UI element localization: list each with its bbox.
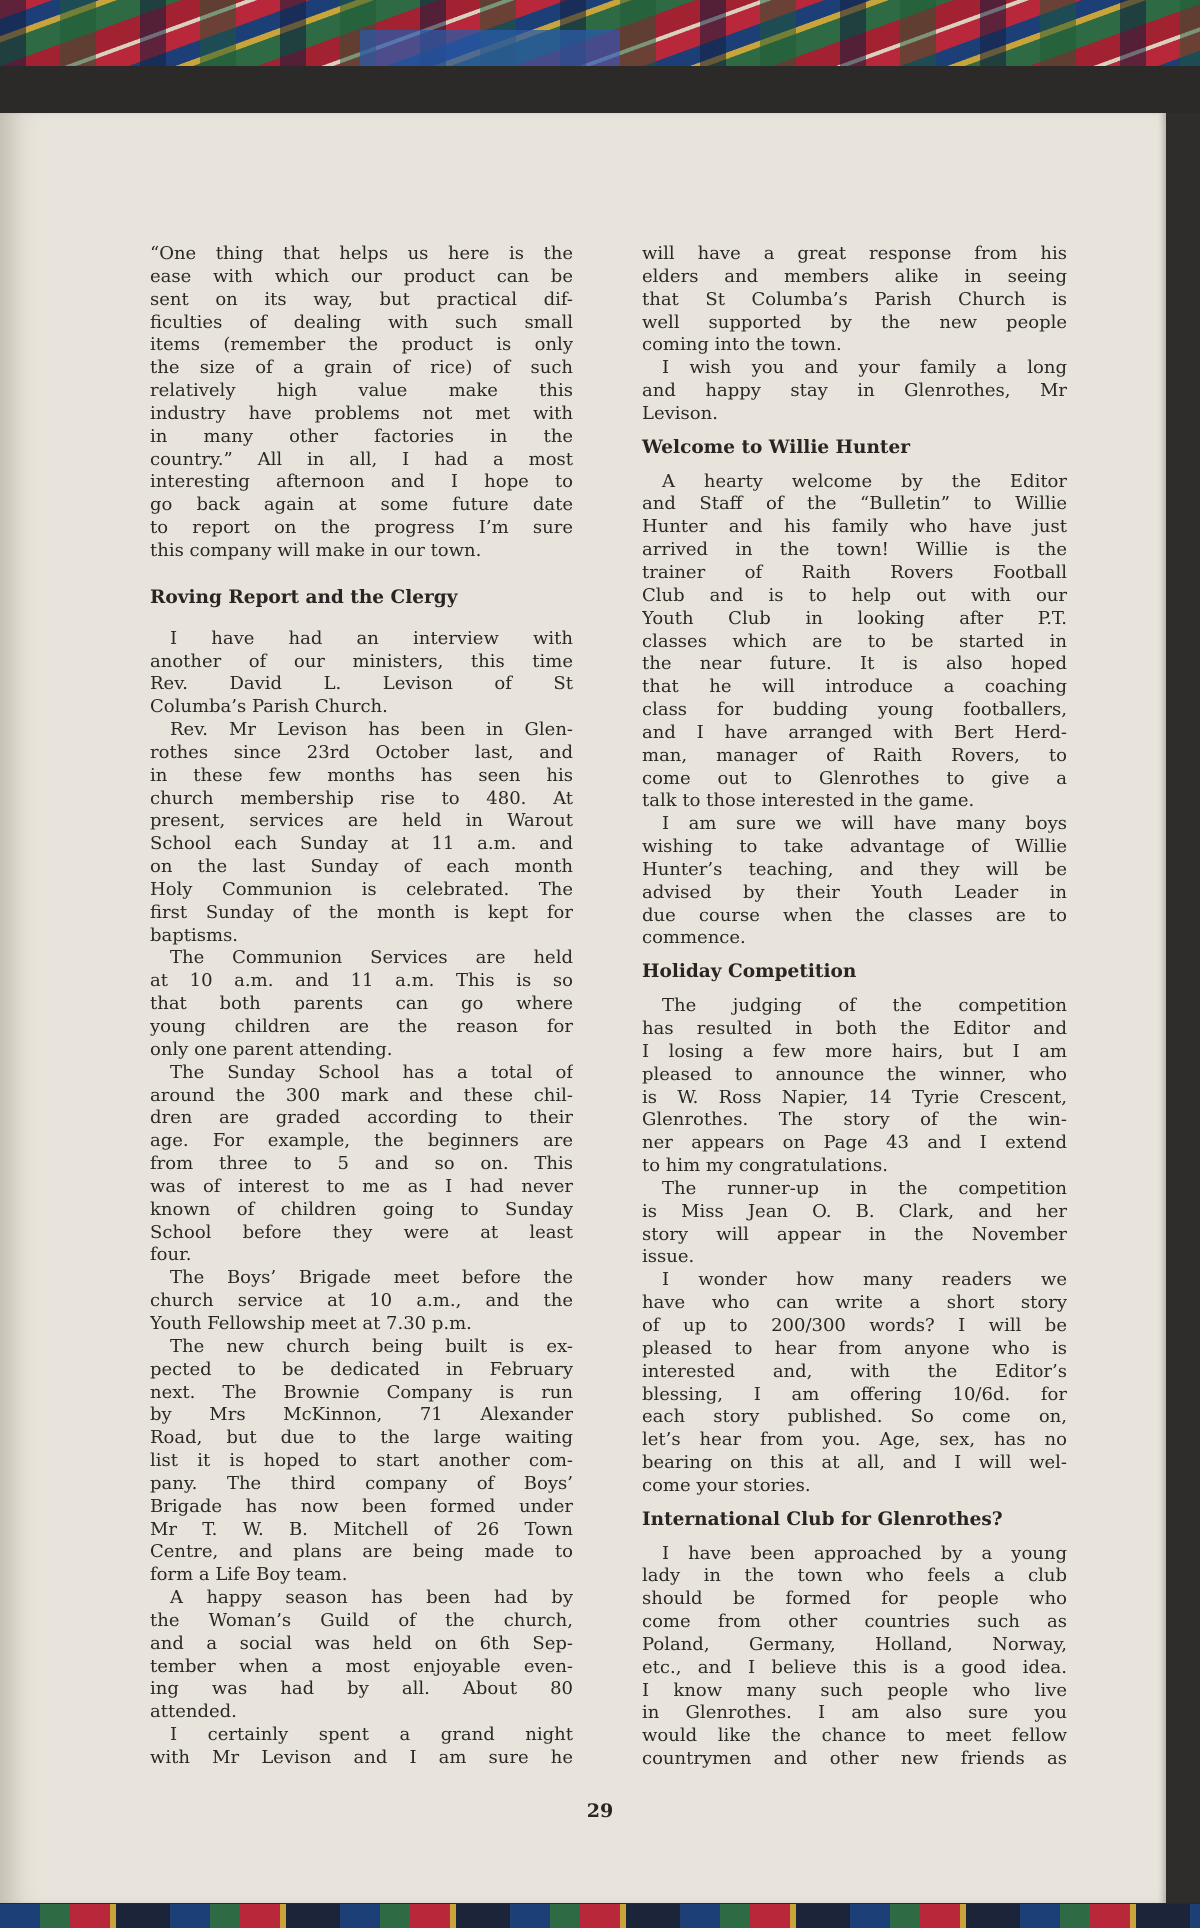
text-line: The judging of the competition: [662, 995, 1067, 1017]
text-line: commence.: [642, 927, 746, 949]
text-line: A happy season has been had by: [170, 1587, 573, 1609]
left-column: [150, 243, 573, 1770]
text-line: in many other factories in the: [150, 425, 573, 447]
text-line: the near future. It is also hoped: [642, 653, 1067, 675]
section-heading: Roving Report and the Clergy: [150, 586, 458, 608]
text-line: The Sunday School has a total of: [170, 1061, 573, 1083]
section-heading: International Club for Glenrothes?: [642, 1508, 1003, 1530]
text-line: has resulted in both the Editor and: [642, 1018, 1067, 1039]
text-line: countrymen and other new friends as: [642, 1748, 1067, 1770]
text-line: four.: [150, 1244, 192, 1266]
text-line: I wish you and your family a long: [662, 357, 1067, 379]
tartan-cover-strip-bottom: [0, 1904, 1200, 1928]
text-line: age. For example, the beginners are: [150, 1130, 573, 1152]
text-line: elders and members alike in seeing: [642, 265, 1067, 287]
text-line: School each Sunday at 11 a.m. and: [150, 833, 573, 855]
text-line: etc., and I believe this is a good idea.: [642, 1656, 1067, 1678]
text-line: rothes since 23rd October last, and: [150, 741, 573, 763]
text-line: I have had an interview with: [170, 627, 573, 649]
text-line: list it is hoped to start another com-: [150, 1450, 573, 1472]
text-line: sent on its way, but practical dif-: [150, 288, 573, 310]
text-line: of up to 200/300 words? I will be: [642, 1314, 1067, 1336]
text-line: church service at 10 a.m., and the: [150, 1290, 573, 1312]
paragraph: [150, 947, 573, 1061]
text-line: would like the chance to meet fellow: [642, 1725, 1067, 1747]
text-line: Columba’s Parish Church.: [150, 696, 388, 718]
text-line: Road, but due to the large waiting: [150, 1427, 573, 1449]
text-line: Mr T. W. B. Mitchell of 26 Town: [150, 1518, 573, 1540]
text-line: story will appear in the November: [642, 1223, 1067, 1245]
paragraph: [150, 1336, 573, 1587]
text-line: come out to Glenrothes to give a: [642, 767, 1067, 789]
text-line: pleased to hear from anyone who is: [642, 1337, 1067, 1359]
text-line: interesting afternoon and I hope to: [150, 471, 573, 493]
text-line: the Woman’s Guild of the church,: [150, 1609, 573, 1631]
text-line: “One thing that helps us here is the: [150, 243, 573, 264]
text-line: trainer of Raith Rovers Football: [642, 561, 1067, 583]
text-line: I have been approached by a young: [662, 1542, 1067, 1564]
text-line: A hearty welcome by the Editor: [662, 470, 1067, 492]
text-line: Youth Fellowship meet at 7.30 p.m.: [150, 1312, 472, 1334]
text-line: and Staff of the “Bulletin” to Willie: [642, 493, 1067, 515]
text-line: issue.: [642, 1246, 695, 1268]
cover-edge: [0, 66, 1200, 114]
paragraph: [642, 357, 1067, 426]
text-line: coming into the town.: [642, 334, 842, 356]
text-line: have who can write a short story: [642, 1292, 1067, 1314]
text-line: only one parent attending.: [150, 1038, 393, 1060]
text-line: is W. Ross Napier, 14 Tyrie Crescent,: [642, 1086, 1067, 1108]
text-line: I am sure we will have many boys: [662, 813, 1067, 835]
text-line: class for budding young footballers,: [642, 699, 1067, 721]
text-line: classes which are to be started in: [642, 630, 1067, 652]
text-line: relatively high value make this: [150, 380, 573, 402]
section-heading: Holiday Competition: [642, 961, 857, 983]
text-line: due course when the classes are to: [642, 904, 1067, 926]
paragraph: [642, 1269, 1067, 1497]
text-line: interested and, with the Editor’s: [642, 1360, 1067, 1382]
text-line: at 10 a.m. and 11 a.m. This is so: [150, 970, 573, 992]
paragraph: [642, 243, 1067, 357]
text-line: let’s hear from you. Age, sex, has no: [642, 1429, 1067, 1451]
paragraph: [642, 813, 1067, 950]
paragraph: [642, 1543, 1067, 1771]
text-line: from three to 5 and so on. This: [150, 1153, 573, 1175]
text-line: pany. The third company of Boys’: [150, 1472, 573, 1494]
paragraph: [150, 1267, 573, 1336]
text-line: that St Columba’s Parish Church is: [642, 288, 1067, 310]
text-line: ficulties of dealing with such small: [150, 311, 573, 333]
text-line: I certainly spent a grand night: [170, 1724, 573, 1746]
text-line: The Communion Services are held: [170, 947, 573, 969]
text-line: well supported by the new people: [642, 311, 1067, 333]
text-line: country.” All in all, I had a most: [150, 448, 573, 470]
text-line: Holy Communion is celebrated. The: [150, 878, 573, 900]
page-number: 29: [586, 1800, 614, 1822]
text-line: to him my congratulations.: [642, 1155, 888, 1177]
text-line: Rev. Mr Levison has been in Glen-: [170, 719, 573, 741]
text-line: blessing, I am offering 10/6d. for: [642, 1383, 1067, 1405]
text-line: The Boys’ Brigade meet before the: [170, 1267, 573, 1289]
cover-edge-right: [1166, 113, 1200, 1903]
text-line: talk to those interested in the game.: [642, 790, 975, 812]
text-line: The runner-up in the competition: [662, 1177, 1067, 1199]
text-line: ner appears on Page 43 and I extend: [642, 1132, 1067, 1154]
text-line: come your stories.: [642, 1474, 811, 1496]
paragraph: [150, 1587, 573, 1724]
text-line: was of interest to me as I had never: [150, 1175, 573, 1197]
text-line: I know many such people who live: [642, 1679, 1067, 1701]
text-line: and a social was held on 6th Sep-: [150, 1632, 573, 1654]
paragraph: [150, 719, 573, 947]
right-column: [642, 243, 1067, 1771]
paragraph: [150, 628, 573, 719]
paragraph: [150, 243, 573, 563]
text-line: man, manager of Raith Rovers, to: [642, 744, 1067, 766]
text-line: baptisms.: [150, 924, 239, 946]
text-line: church membership rise to 480. At: [150, 787, 573, 809]
text-line: each story published. So come on,: [642, 1406, 1067, 1428]
text-line: is Miss Jean O. B. Clark, and her: [642, 1200, 1067, 1222]
text-line: Hunter’s teaching, and they will be: [642, 858, 1067, 880]
paragraph: [150, 1062, 573, 1268]
paragraph: [642, 471, 1067, 814]
text-line: Levison.: [642, 402, 718, 424]
text-line: will have a great response from his: [642, 243, 1067, 264]
text-line: come from other countries such as: [642, 1611, 1067, 1633]
paragraph: [642, 995, 1067, 1178]
text-line: around the 300 mark and these chil-: [150, 1084, 573, 1106]
text-line: Centre, and plans are being made to: [150, 1541, 573, 1563]
text-line: items (remember the product is only: [150, 334, 573, 356]
text-line: I losing a few more hairs, but I am: [642, 1040, 1067, 1062]
text-line: bearing on this at all, and I will wel-: [642, 1452, 1067, 1474]
text-line: this company will make in our town.: [150, 539, 482, 561]
text-line: that he will introduce a coaching: [642, 676, 1067, 698]
text-line: I wonder how many readers we: [662, 1269, 1067, 1291]
text-line: go back again at some future date: [150, 494, 573, 516]
text-line: dren are graded according to their: [150, 1107, 573, 1129]
text-line: Brigade has now been formed under: [150, 1495, 573, 1517]
text-line: and I have arranged with Bert Herd-: [642, 721, 1067, 743]
text-line: young children are the reason for: [150, 1016, 573, 1037]
text-line: The new church being built is ex-: [170, 1335, 573, 1357]
text-line: lady in the town who feels a club: [642, 1565, 1067, 1587]
text-line: Poland, Germany, Holland, Norway,: [642, 1633, 1067, 1655]
text-line: Hunter and his family who have just: [642, 516, 1067, 538]
text-line: pleased to announce the winner, who: [642, 1063, 1067, 1085]
text-line: present, services are held in Warout: [150, 810, 573, 832]
text-line: first Sunday of the month is kept for: [150, 901, 573, 923]
section-heading: Welcome to Willie Hunter: [642, 436, 910, 458]
text-line: attended.: [150, 1701, 237, 1723]
text-line: the size of a grain of rice) of such: [150, 357, 573, 379]
text-line: form a Life Boy team.: [150, 1564, 348, 1586]
text-line: next. The Brownie Company is run: [150, 1381, 573, 1403]
text-line: in Glenrothes. I am also sure you: [642, 1702, 1067, 1724]
text-line: Rev. David L. Levison of St: [150, 673, 573, 695]
text-line: with Mr Levison and I am sure he: [150, 1747, 573, 1768]
text-line: and happy stay in Glenrothes, Mr: [642, 380, 1067, 402]
text-line: Youth Club in looking after P.T.: [642, 607, 1067, 629]
text-line: tember when a most enjoyable even-: [150, 1655, 573, 1677]
text-line: to report on the progress I’m sure: [150, 517, 573, 539]
text-line: Club and is to help out with our: [642, 584, 1067, 606]
text-line: Glenrothes. The story of the win-: [642, 1109, 1067, 1131]
text-line: wishing to take advantage of Willie: [642, 836, 1067, 858]
paragraph: [150, 1724, 573, 1770]
paragraph: [642, 1178, 1067, 1269]
text-line: in these few months has seen his: [150, 764, 573, 786]
text-line: pected to be dedicated in February: [150, 1358, 573, 1380]
text-line: on the last Sunday of each month: [150, 856, 573, 878]
text-line: advised by their Youth Leader in: [642, 881, 1067, 903]
text-line: known of children going to Sunday: [150, 1198, 573, 1220]
text-line: industry have problems not met with: [150, 402, 573, 424]
text-line: ing was had by all. About 80: [150, 1678, 573, 1700]
text-line: should be formed for people who: [642, 1588, 1067, 1610]
tartan-cover-strip-top: [0, 0, 1200, 66]
text-line: by Mrs McKinnon, 71 Alexander: [150, 1404, 573, 1426]
text-line: School before they were at least: [150, 1221, 573, 1243]
text-line: that both parents can go where: [150, 993, 573, 1015]
text-line: another of our ministers, this time: [150, 650, 573, 672]
text-line: ease with which our product can be: [150, 265, 573, 287]
text-line: arrived in the town! Willie is the: [642, 539, 1067, 561]
